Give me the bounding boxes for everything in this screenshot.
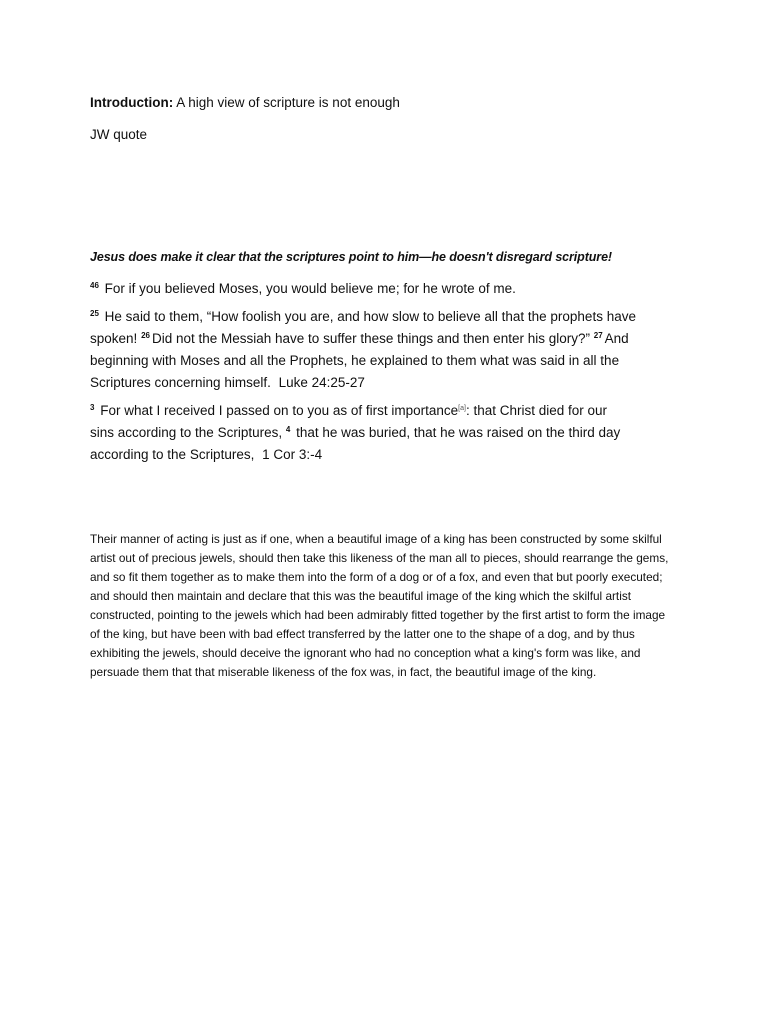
verse-text: : that Christ died for our sins according to the Scriptures, [90,403,608,440]
verse-number: 27 [593,331,603,340]
scripture-reference: 1 Cor 3:-4 [262,447,323,462]
verse-number: 26 [141,331,150,340]
verse-number: 25 [90,309,99,318]
introduction-label: Introduction: [90,95,174,110]
verse-text: And beginning with Moses and all the Prophets, he explained to them what was said in all the Scriptures concerning himself. [90,331,629,390]
irenaeus-quote-paragraph: Their manner of acting is just as if one, when a beautiful image of a king has been constructed by some skilful artist out of precious jewels, should then take this likeness of the man all to pieces, should rearrange the gems, and so fit them together as to make them into the form of a dog or of a fox, and even that but poorly executed; and should then maintain and declare that this was the beautiful image of the king which the skilful artist constructed, pointing to the jewels which had been admirably fitted together by the first artist to form the image of the king, but have been with bad effect transferred by the latter one to the shape of a dog, and by thus exhibiting the jewels, should deceive the ignorant who had no conception what a king's form was like, and persuade them that that miserable likeness of the fox was, in fact, the beautiful image of the king. [90,532,669,679]
verse-text: Did not the Messiah have to suffer these things and then enter his glory?” [151,331,590,346]
verse-john [90,278,670,300]
verse-text: that he was buried, that he was raised on the third day according to the Scriptures, [90,425,621,462]
introduction-text: A high view of scripture is not enough [173,95,400,110]
footnote-link[interactable]: [a] [458,405,466,412]
verse-text: For if you believed Moses, you would believe me; for he wrote of me. [104,281,516,296]
verse-corinthians [90,400,630,466]
section-heading: Jesus does make it clear that the scriptures point to him—he doesn't disregard scripture! [90,250,612,264]
verse-number: 4 [285,425,291,434]
verse-luke [90,306,670,394]
scripture-reference: Luke 24:25-27 [278,375,365,390]
jw-quote-note: JW quote [90,127,148,142]
introduction-line [90,94,690,112]
verse-number: 3 [90,403,95,412]
verse-text: He said to them, “How foolish you are, and how slow to believe all that the prophets have spoken! [90,309,636,346]
verse-number: 46 [90,281,99,290]
verse-text: For what I received I passed on to you as of first importance [100,403,459,418]
